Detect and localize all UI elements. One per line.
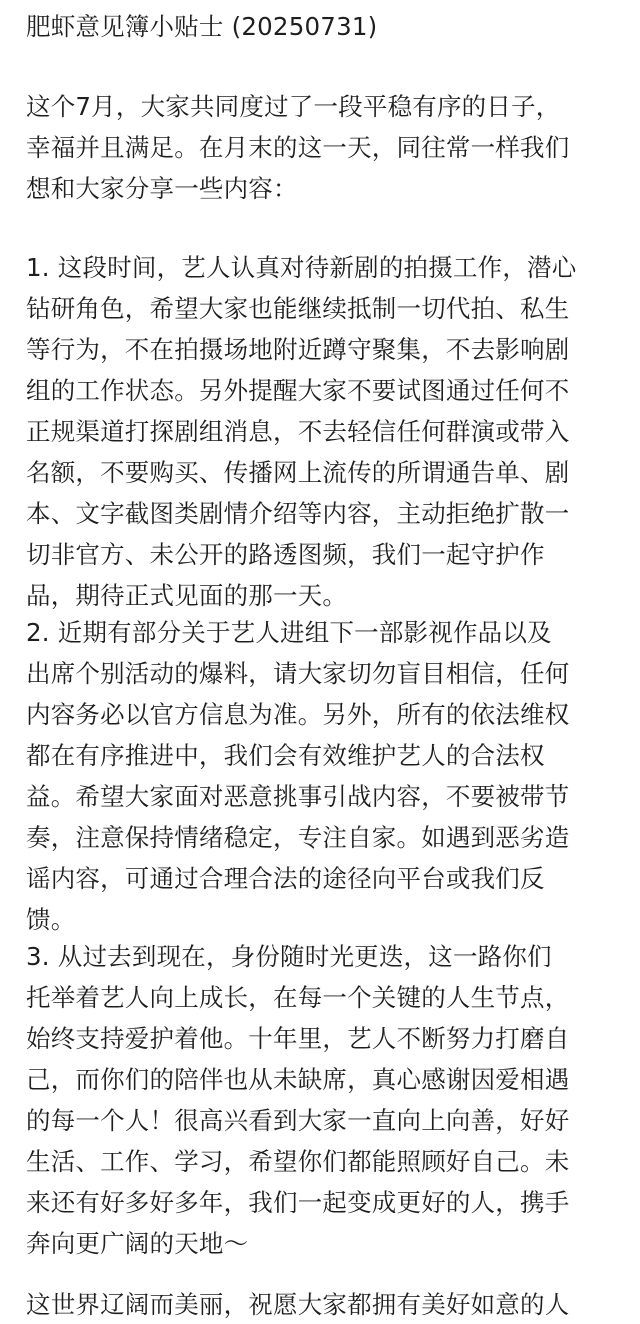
item-3-line: 始终支持爱护着他。十年里，艺人不断努力打磨自 <box>26 1024 570 1053</box>
item-3-line: 托举着艺人向上成长，在每一个关键的人生节点， <box>26 983 570 1012</box>
item-2-line: 益。希望大家面对恶意挑事引战内容，不要被带节 <box>26 782 570 811</box>
item-1-line: 1. 这段时间，艺人认真对待新剧的拍摄工作，潜心 <box>26 253 577 282</box>
item-3-line: 生活、工作、学习，希望你们都能照顾好自己。未 <box>26 1147 570 1176</box>
item-3-line: 奔向更广阔的天地～ <box>26 1229 249 1258</box>
item-1-line: 本、文字截图类剧情介绍等内容，主动拒绝扩散一 <box>26 499 570 528</box>
item-1-line: 名额，不要购买、传播网上流传的所谓通告单、剧 <box>26 458 570 487</box>
item-1-line: 等行为，不在拍摄场地附近蹲守聚集，不去影响剧 <box>26 335 570 364</box>
closing-line: 这世界辽阔而美丽，祝愿大家都拥有美好如意的人 <box>26 1290 570 1319</box>
item-2-line: 馈。 <box>26 905 76 934</box>
intro-line: 想和大家分享一些内容： <box>26 174 298 203</box>
item-2-line: 奏，注意保持情绪稳定，专注自家。如遇到恶劣造 <box>26 823 570 852</box>
document-title: 肥虾意见簿小贴士 (20250731) <box>26 12 378 41</box>
item-3-line: 的每一个人！很高兴看到大家一直向上向善，好好 <box>26 1106 570 1135</box>
item-2-line: 2. 近期有部分关于艺人进组下一部影视作品以及 <box>26 618 552 647</box>
item-2-line: 谣内容，可通过合理合法的途径向平台或我们反 <box>26 864 545 893</box>
intro-line: 幸福并且满足。在月末的这一天，同往常一样我们 <box>26 133 570 162</box>
item-2-line: 内容务必以官方信息为准。另外，所有的依法维权 <box>26 700 570 729</box>
item-3-line: 3. 从过去到现在，身份随时光更迭，这一路你们 <box>26 942 552 971</box>
item-2-line: 出席个别活动的爆料，请大家切勿盲目相信，任何 <box>26 659 570 688</box>
item-1-line: 组的工作状态。另外提醒大家不要试图通过任何不 <box>26 376 570 405</box>
item-3-line: 己，而你们的陪伴也从未缺席，真心感谢因爱相遇 <box>26 1065 570 1094</box>
item-3-line: 来还有好多好多年，我们一起变成更好的人，携手 <box>26 1188 570 1217</box>
item-1-line: 钻研角色，希望大家也能继续抵制一切代拍、私生 <box>26 294 570 323</box>
item-2-line: 都在有序推进中，我们会有效维护艺人的合法权 <box>26 741 545 770</box>
intro-line: 这个7月，大家共同度过了一段平稳有序的日子， <box>26 92 561 121</box>
item-1-line: 切非官方、未公开的路透图频，我们一起守护作 <box>26 540 545 569</box>
item-1-line: 品，期待正式见面的那一天。 <box>26 581 348 610</box>
item-1-line: 正规渠道打探剧组消息，不去轻信任何群演或带入 <box>26 417 570 446</box>
